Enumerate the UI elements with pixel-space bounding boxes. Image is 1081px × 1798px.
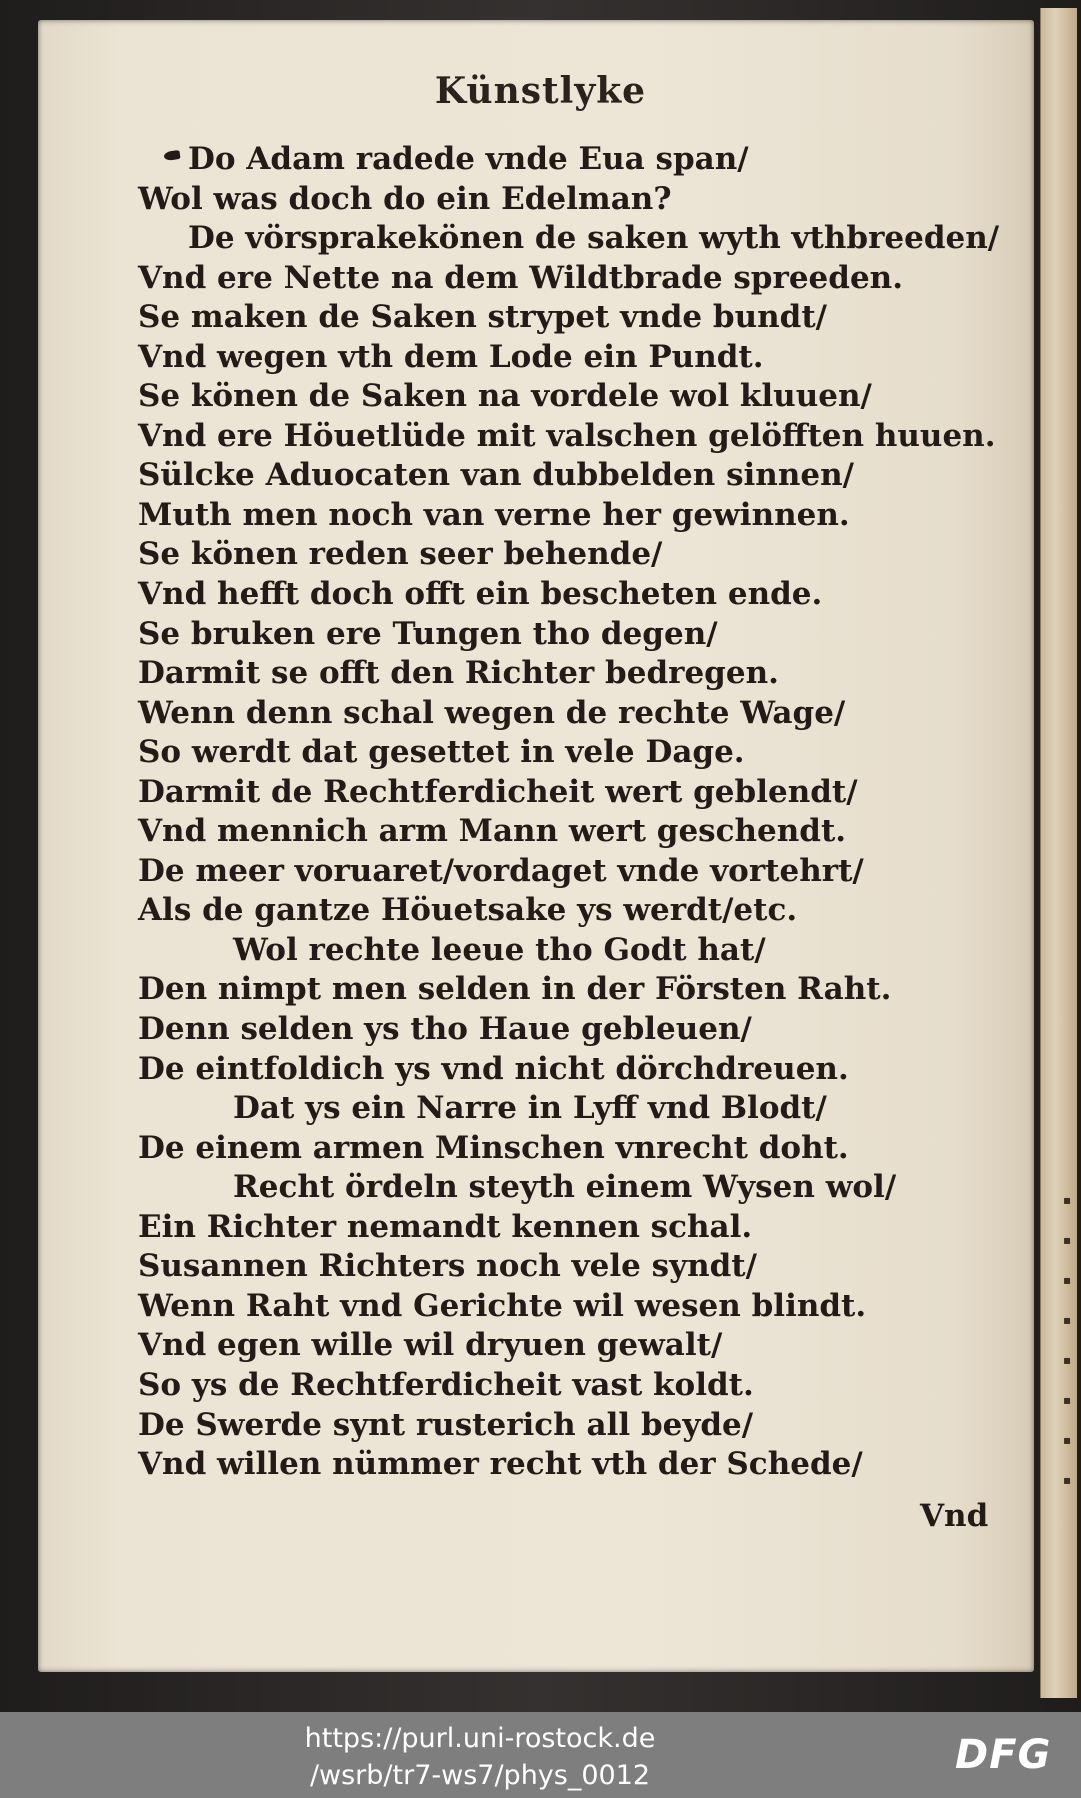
verse-line: Den nimpt men selden in der Försten Raht. [138,971,892,1008]
verse-line: De eintfoldich ys vnd nicht dörchdreuen. [138,1050,849,1087]
verse-line: De einem armen Minschen vnrecht doht. [138,1129,849,1166]
verse-line: Se bruken ere Tungen tho degen/ [138,615,718,652]
verse-line: De vörsprakekönen de saken wyth vthbreeden/ [188,220,1000,257]
verse-line: Wol rechte leeue tho Godt hat/ [233,931,766,968]
verse-line: Als de gantze Höuetsake ys werdt/etc. [138,892,798,929]
running-head: Künstlyke [434,70,647,112]
edge-marks: ▪ ▪ ▪ ▪ ▪ ▪ ▪ ▪ [1063,1193,1072,1487]
verse-line: Wenn Raht vnd Gerichte wil wesen blindt. [138,1287,867,1324]
verse-line: Se könen reden seer behende/ [138,536,663,573]
permalink-line-2[interactable]: /wsrb/tr7-ws7/phys_0012 [309,1760,651,1791]
verse-line: Recht ördeln steyth einem Wysen wol/ [233,1169,897,1206]
verse-line: Se könen de Saken na vordele wol kluuen/ [138,378,872,415]
verse-line: So werdt dat gesettet in vele Dage. [138,734,745,771]
verse-line: Vnd hefft doch offt ein bescheten ende. [138,576,823,613]
verse-line: So ys de Rechtferdicheit vast koldt. [138,1366,754,1403]
verse-line: Denn selden ys tho Haue gebleuen/ [138,1011,752,1048]
verse-line: Susannen Richters noch vele syndt/ [138,1248,757,1285]
verse-line: Vnd ere Nette na dem Wildtbrade spreeden. [138,259,903,296]
verse-line: Vnd wegen vth dem Lode ein Pundt. [138,338,764,375]
verse-line: Sülcke Aduocaten van dubbelden sinnen/ [138,457,854,494]
verse-line: De meer voruaret/vordaget vnde vortehrt/ [138,852,864,889]
verse-line: Ein Richter nemandt kennen schal. [138,1208,753,1245]
verse-text [138,140,1018,1485]
verse-line: Vnd ere Höuetlüde mit valschen gelöfften huuen. [138,417,996,454]
permalink-line-1[interactable]: https://purl.uni-rostock.de [304,1723,656,1754]
verse-line: Darmit se offt den Richter bedregen. [138,655,779,692]
catchword: Vnd [920,1498,989,1534]
verse-line: Se maken de Saken strypet vnde bundt/ [138,299,827,336]
verse-line: Wenn denn schal wegen de rechte Wage/ [138,694,846,731]
verse-line: Do Adam radede vnde Eua span/ [188,141,749,177]
permalink[interactable] [230,1720,730,1794]
verse-line: Vnd willen nümmer recht vth der Schede/ [138,1446,863,1483]
verse-line: Vnd egen wille wil dryuen gewalt/ [138,1327,723,1364]
verse-line: Dat ys ein Narre in Lyff vnd Blodt/ [233,1090,827,1127]
verse-line: Muth men noch van verne her gewinnen. [138,496,850,533]
verse-line: Wol was doch do ein Edelman? [138,180,672,217]
verse-line: Vnd mennich arm Mann wert geschendt. [138,813,847,850]
verse-line: Darmit de Rechtferdicheit wert geblendt/ [138,773,858,810]
verse-line: De Swerde synt rusterich all beyde/ [138,1406,754,1443]
dfg-logo: DFG [955,1732,1052,1778]
